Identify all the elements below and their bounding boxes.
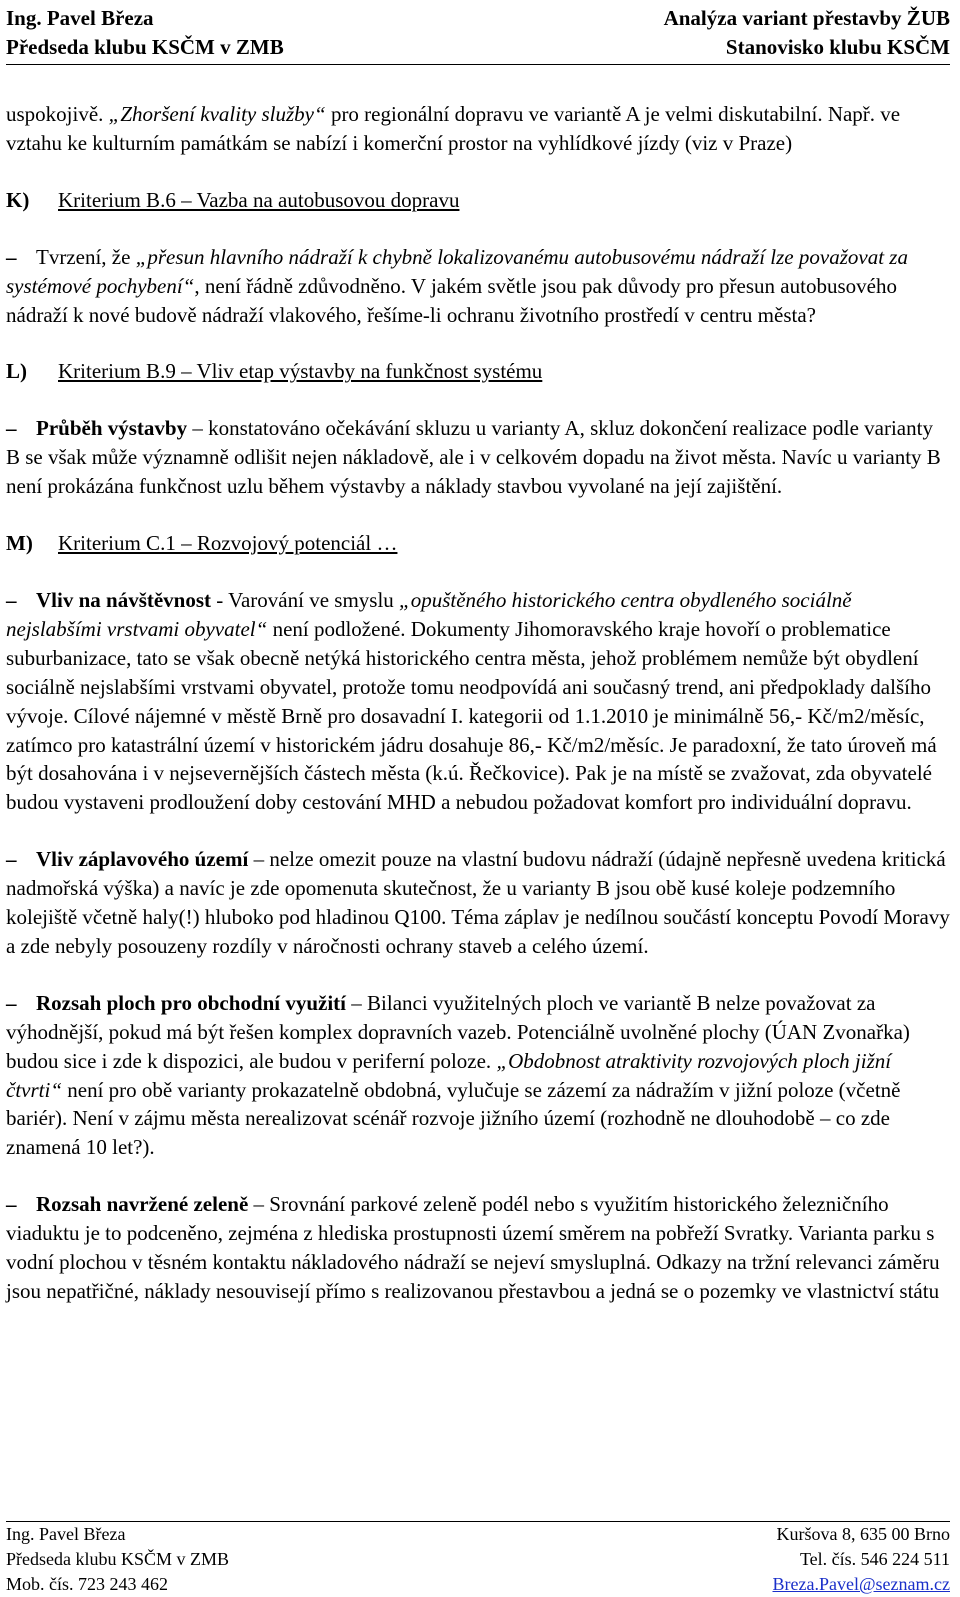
dash-bullet: – — [6, 990, 17, 1015]
document-body — [6, 100, 950, 1306]
header-right — [664, 4, 950, 62]
section-k-letter: K) — [6, 187, 30, 212]
section-m-paragraph-4 — [6, 1190, 950, 1306]
footer-address: Kuršova 8, 635 00 Brno — [776, 1524, 950, 1544]
header-document-title: Analýza variant přestavby ŽUB — [663, 6, 950, 30]
section-k-text-1: Tvrzení, že — [36, 244, 136, 269]
section-m-p3-text-2: není pro obě varianty prokazatelně obdobná, vylučuje se zázemí za nádražím v jižní poloze (včetně bariér). Není v zájmu města nerealizovat scénář rozvoje jižního území (rozhodně ne dlouhodobě – co zde znamená 10 let?). — [6, 1077, 901, 1160]
footer-mobile: Mob. čís. 723 243 462 — [6, 1574, 168, 1594]
section-m-p3-text-1: – Bilanci využitelných ploch ve variantě B nelze považovat za výhodnější, pokud má být řešen komplex dopravních vazeb. Potenciálně uvolněné plochy (ÚAN Zvonařka) budou sice i zde k dispozici, ale budou v periferní poloze. — [6, 990, 910, 1073]
dash-bullet: – — [6, 244, 17, 269]
section-m-p3-quote: „Obdobnost atraktivity rozvojových ploch jižní čtvrti“ — [6, 1048, 892, 1102]
section-m-p3-lead: Rozsah ploch pro obchodní využití — [36, 990, 347, 1015]
section-l-text: – konstatováno očekávání skluzu u varianty A, skluz dokončení realizace podle varianty B se však může významně odlišit nejen nákladově, ale i v celkovém dopadu na život města. Navíc u varianty B není prokázána funkčnost uzlu během výstavby a náklady stavbou vyvolané na její zajištění. — [6, 416, 941, 499]
section-m-p1-text-2: není podložené. Dokumenty Jihomoravského kraje hovoří o problematice suburbanizace, tato se však obecně netýká historického centra města, jehož problémem nemůže být obydlení sociálně nejslabšími vrstvami obyvatel, protože tomu neodpovídá ani současný trend, ani předpoklady dalšího vývoje. Cílové nájemné v městě Brně pro dosavadní I. kategorii od 1.1.2010 je minimálně 56,- Kč/m2/měsíc, zatímco pro katastrální území v historickém jádru dosahuje 86,- Kč/m2/měsíc. Je paradoxní, že tato úroveň má být dosahována i v nejsevernějších částech města (k.ú. Řečkovice). Pak je na místě se zvažovat, zda obyvatelé budou vystaveni prodloužení doby cestování MHD a nebudou požadovat komfort pro individuální dopravu. — [6, 616, 937, 815]
header-document-subtitle: Stanovisko klubu KSČM — [725, 35, 950, 59]
section-k-text-2: , není řádně zdůvodněno. V jakém světle jsou pak důvody pro přesun autobusového nádraží k nové budově nádraží vlakového, řešíme-li ochranu životního prostředí v centru města? — [6, 273, 897, 327]
footer-email-link[interactable]: Breza.Pavel@seznam.cz — [772, 1574, 950, 1594]
section-k-title: Kriterium B.6 – Vazba na autobusovou dopravu — [58, 187, 460, 212]
footer-name: Ing. Pavel Březa — [6, 1524, 126, 1544]
section-k-heading — [6, 186, 950, 215]
intro-quote: „Zhoršení kvality služby“ — [108, 102, 326, 126]
header-left — [6, 4, 284, 62]
page-header — [6, 4, 950, 65]
section-m-p2-text: – nelze omezit pouze na vlastní budovu nádraží (údajně nepřesně uvedena kritická nadmořská výška) a navíc je zde opomenuta skutečnost, že u varianty B jsou obě kusé koleje podzemního kolejiště včetně haly(!) hluboko pod hladinou Q100. Téma záplav je nedílnou součástí konceptu Povodí Moravy a zde nebyly posouzeny rozdíly v náročnosti ochrany staveb a celého území. — [6, 847, 950, 958]
section-k-paragraph — [6, 243, 950, 330]
intro-text-2: pro regionální dopravu ve variantě A je velmi diskutabilní. Např. ve vztahu ke kulturním památkám se nabízí i komerční prostor na vyhlídkové jízdy (viz v Praze) — [6, 102, 901, 155]
section-l-letter: L) — [6, 359, 27, 384]
intro-paragraph — [6, 100, 950, 158]
page-footer — [6, 1521, 950, 1597]
section-l-lead: Průběh výstavby — [36, 416, 188, 441]
section-m-paragraph-2 — [6, 845, 950, 961]
footer-role: Předseda klubu KSČM v ZMB — [6, 1549, 230, 1569]
section-m-p1-text-1: - Varování ve smyslu — [211, 587, 400, 612]
section-m-p4-lead: Rozsah navržené zeleně — [36, 1192, 249, 1217]
footer-phone: Tel. čís. 546 224 511 — [799, 1549, 950, 1569]
intro-text-1: uspokojivě. — [6, 102, 109, 126]
section-m-letter: M) — [6, 531, 33, 556]
section-m-p4-text: – Srovnání parkové zeleně podél nebo s využitím historického železničního viaduktu je to podceněno, zejména z hlediska prostupnosti území směrem na pobřeží Svratky. Varianta parku s vodní plochou v těsném kontaktu nákladového nádraží se nejeví smysluplná. Odkazy na tržní relevanci záměru jsou nepatřičné, náklady nesouvisejí přímo s realizovanou přestavbou a jedná se o pozemky ve vlastnictví státu — [6, 1192, 940, 1303]
header-author-role: Předseda klubu KSČM v ZMB — [6, 35, 284, 59]
dash-bullet: – — [6, 587, 17, 612]
section-l-title: Kriterium B.9 – Vliv etap výstavby na funkčnost systému — [58, 359, 543, 384]
section-k-quote: „přesun hlavního nádraží k chybně lokalizovanému autobusovému nádraží lze považovat za systémové pochybení“ — [6, 244, 908, 298]
section-l-heading — [6, 357, 950, 386]
dash-bullet: – — [6, 1192, 17, 1217]
section-m-p1-lead: Vliv na návštěvnost — [36, 587, 212, 612]
dash-bullet: – — [6, 847, 17, 872]
section-m-paragraph-1 — [6, 586, 950, 817]
header-author-name: Ing. Pavel Březa — [6, 6, 154, 30]
section-m-heading — [6, 529, 950, 558]
section-m-p1-quote: „opuštěného historického centra obydleného sociálně nejslabšími vrstvami obyvatel“ — [6, 587, 852, 641]
dash-bullet: – — [6, 416, 17, 441]
section-l-paragraph — [6, 414, 950, 501]
section-m-title: Kriterium C.1 – Rozvojový potenciál … — [58, 531, 398, 556]
section-m-paragraph-3 — [6, 989, 950, 1162]
section-m-p2-lead: Vliv záplavového území — [36, 847, 249, 872]
